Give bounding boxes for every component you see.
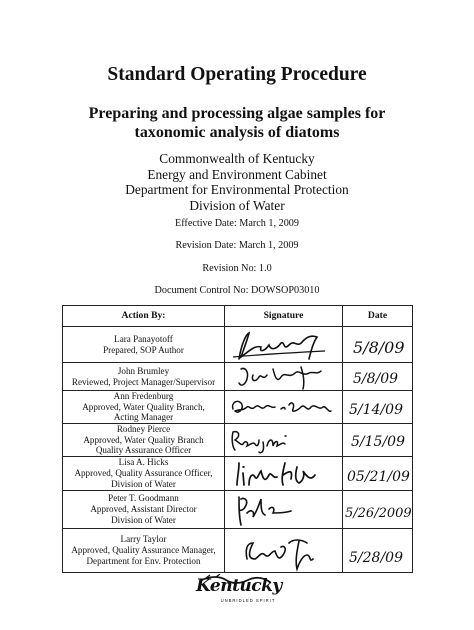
signature-cell [225,456,343,490]
handwritten-signature [225,424,343,456]
effective-date: Effective Date: March 1, 2009 [175,218,299,229]
handwritten-date [343,457,413,491]
table-row [63,391,413,424]
table-row [63,490,413,528]
signer-role-continued: Quality Assurance Officer [95,445,192,456]
signer-name: Lisa A. Hicks [118,457,169,468]
handwritten-date [343,424,413,456]
action-by-cell [63,391,225,424]
handwritten-signature [225,529,343,573]
handwritten-date [343,391,413,424]
signer-name: Lara Panayotoff [114,333,173,344]
table-row [63,528,413,572]
svg-text:5/14/09: 5/14/09 [349,402,403,418]
handwritten-signature [225,363,343,391]
revision-date: Revision Date: March 1, 2009 [175,240,299,251]
signature-table [62,305,413,573]
signature-cell [225,528,343,572]
handwritten-date [343,363,413,391]
agency-line-1: Commonwealth of Kentucky [159,151,315,166]
logo-tagline: UNBRIDLED SPIRIT [220,598,276,603]
header-date: Date [343,306,413,327]
svg-text:5/26/2009: 5/26/2009 [345,505,412,521]
signer-role: Prepared, SOP Author [103,344,184,355]
header-signature: Signature [225,306,343,327]
agency-line-4: Division of Water [189,197,285,213]
signer-role: Approved, Quality Assurance Officer, [74,467,213,478]
handwritten-date [343,491,413,529]
signer-role-continued: Acting Manager [113,412,174,423]
date-cell [343,528,413,572]
logo-wordmark: Kentucky [196,576,282,596]
signer-role-continued: Division of Water [111,478,176,489]
handwritten-signature [225,457,343,491]
table-row [63,456,413,490]
date-cell [343,490,413,528]
table-row [63,424,413,457]
signer-role: Approved, Water Quality Branch, [82,401,205,412]
signature-table-header-row [63,306,413,327]
document-title: Standard Operating Procedure [107,64,367,85]
signature-cell [225,490,343,528]
svg-text:5/8/09: 5/8/09 [353,371,399,387]
signature-cell [225,424,343,457]
svg-text:5/15/09: 5/15/09 [351,434,405,450]
action-by-cell [63,490,225,528]
signer-name: Rodney Pierce [116,424,171,434]
signature-cell [225,327,343,363]
action-by-cell [63,528,225,572]
agency-line-3: Department for Environmental Protection [125,182,349,197]
svg-text:05/21/09: 05/21/09 [347,468,410,485]
revision-number: Revision No: 1.0 [202,263,272,274]
signer-name: Peter T. Goodmann [108,493,179,504]
svg-text:5/8/09: 5/8/09 [353,338,405,357]
table-row [63,363,413,391]
signature-cell [225,363,343,391]
kentucky-unbridled-spirit-logo [196,574,282,608]
signer-role-continued: Division of Water [111,514,176,525]
signer-role: Reviewed, Project Manager/Supervisor [71,376,216,387]
document-control-number: Document Control No: DOWSOP03010 [154,285,320,296]
subtitle-line-1: Preparing and processing algae samples for [88,105,386,122]
action-by-cell [63,363,225,391]
date-cell [343,363,413,391]
svg-text:5/28/09: 5/28/09 [349,549,403,566]
action-by-cell [63,424,225,457]
table-row [63,327,413,363]
subtitle-line-2: taxonomic analysis of diatoms [134,124,340,141]
date-cell [343,424,413,457]
handwritten-signature [225,327,343,363]
handwritten-date [343,327,413,363]
date-cell [343,456,413,490]
signer-role: Approved, Water Quality Branch [83,434,204,445]
document-subtitle [0,104,474,142]
handwritten-date [343,529,413,573]
signer-role-continued: Department for Env. Protection [86,555,201,566]
signer-name: John Brumley [117,365,170,376]
header-action-by: Action By: [63,306,225,327]
signer-role: Approved, Quality Assurance Manager, [71,544,216,555]
signature-cell [225,391,343,424]
handwritten-signature [225,491,343,529]
signer-name: Ann Fredenburg [113,391,174,402]
handwritten-signature [225,391,343,424]
agency-block [0,151,474,213]
date-cell [343,391,413,424]
action-by-cell [63,327,225,363]
signer-name: Larry Taylor [120,534,167,545]
signer-role: Approved, Assistant Director [90,503,197,514]
date-cell [343,327,413,363]
action-by-cell [63,456,225,490]
agency-line-2: Energy and Environment Cabinet [147,166,327,182]
